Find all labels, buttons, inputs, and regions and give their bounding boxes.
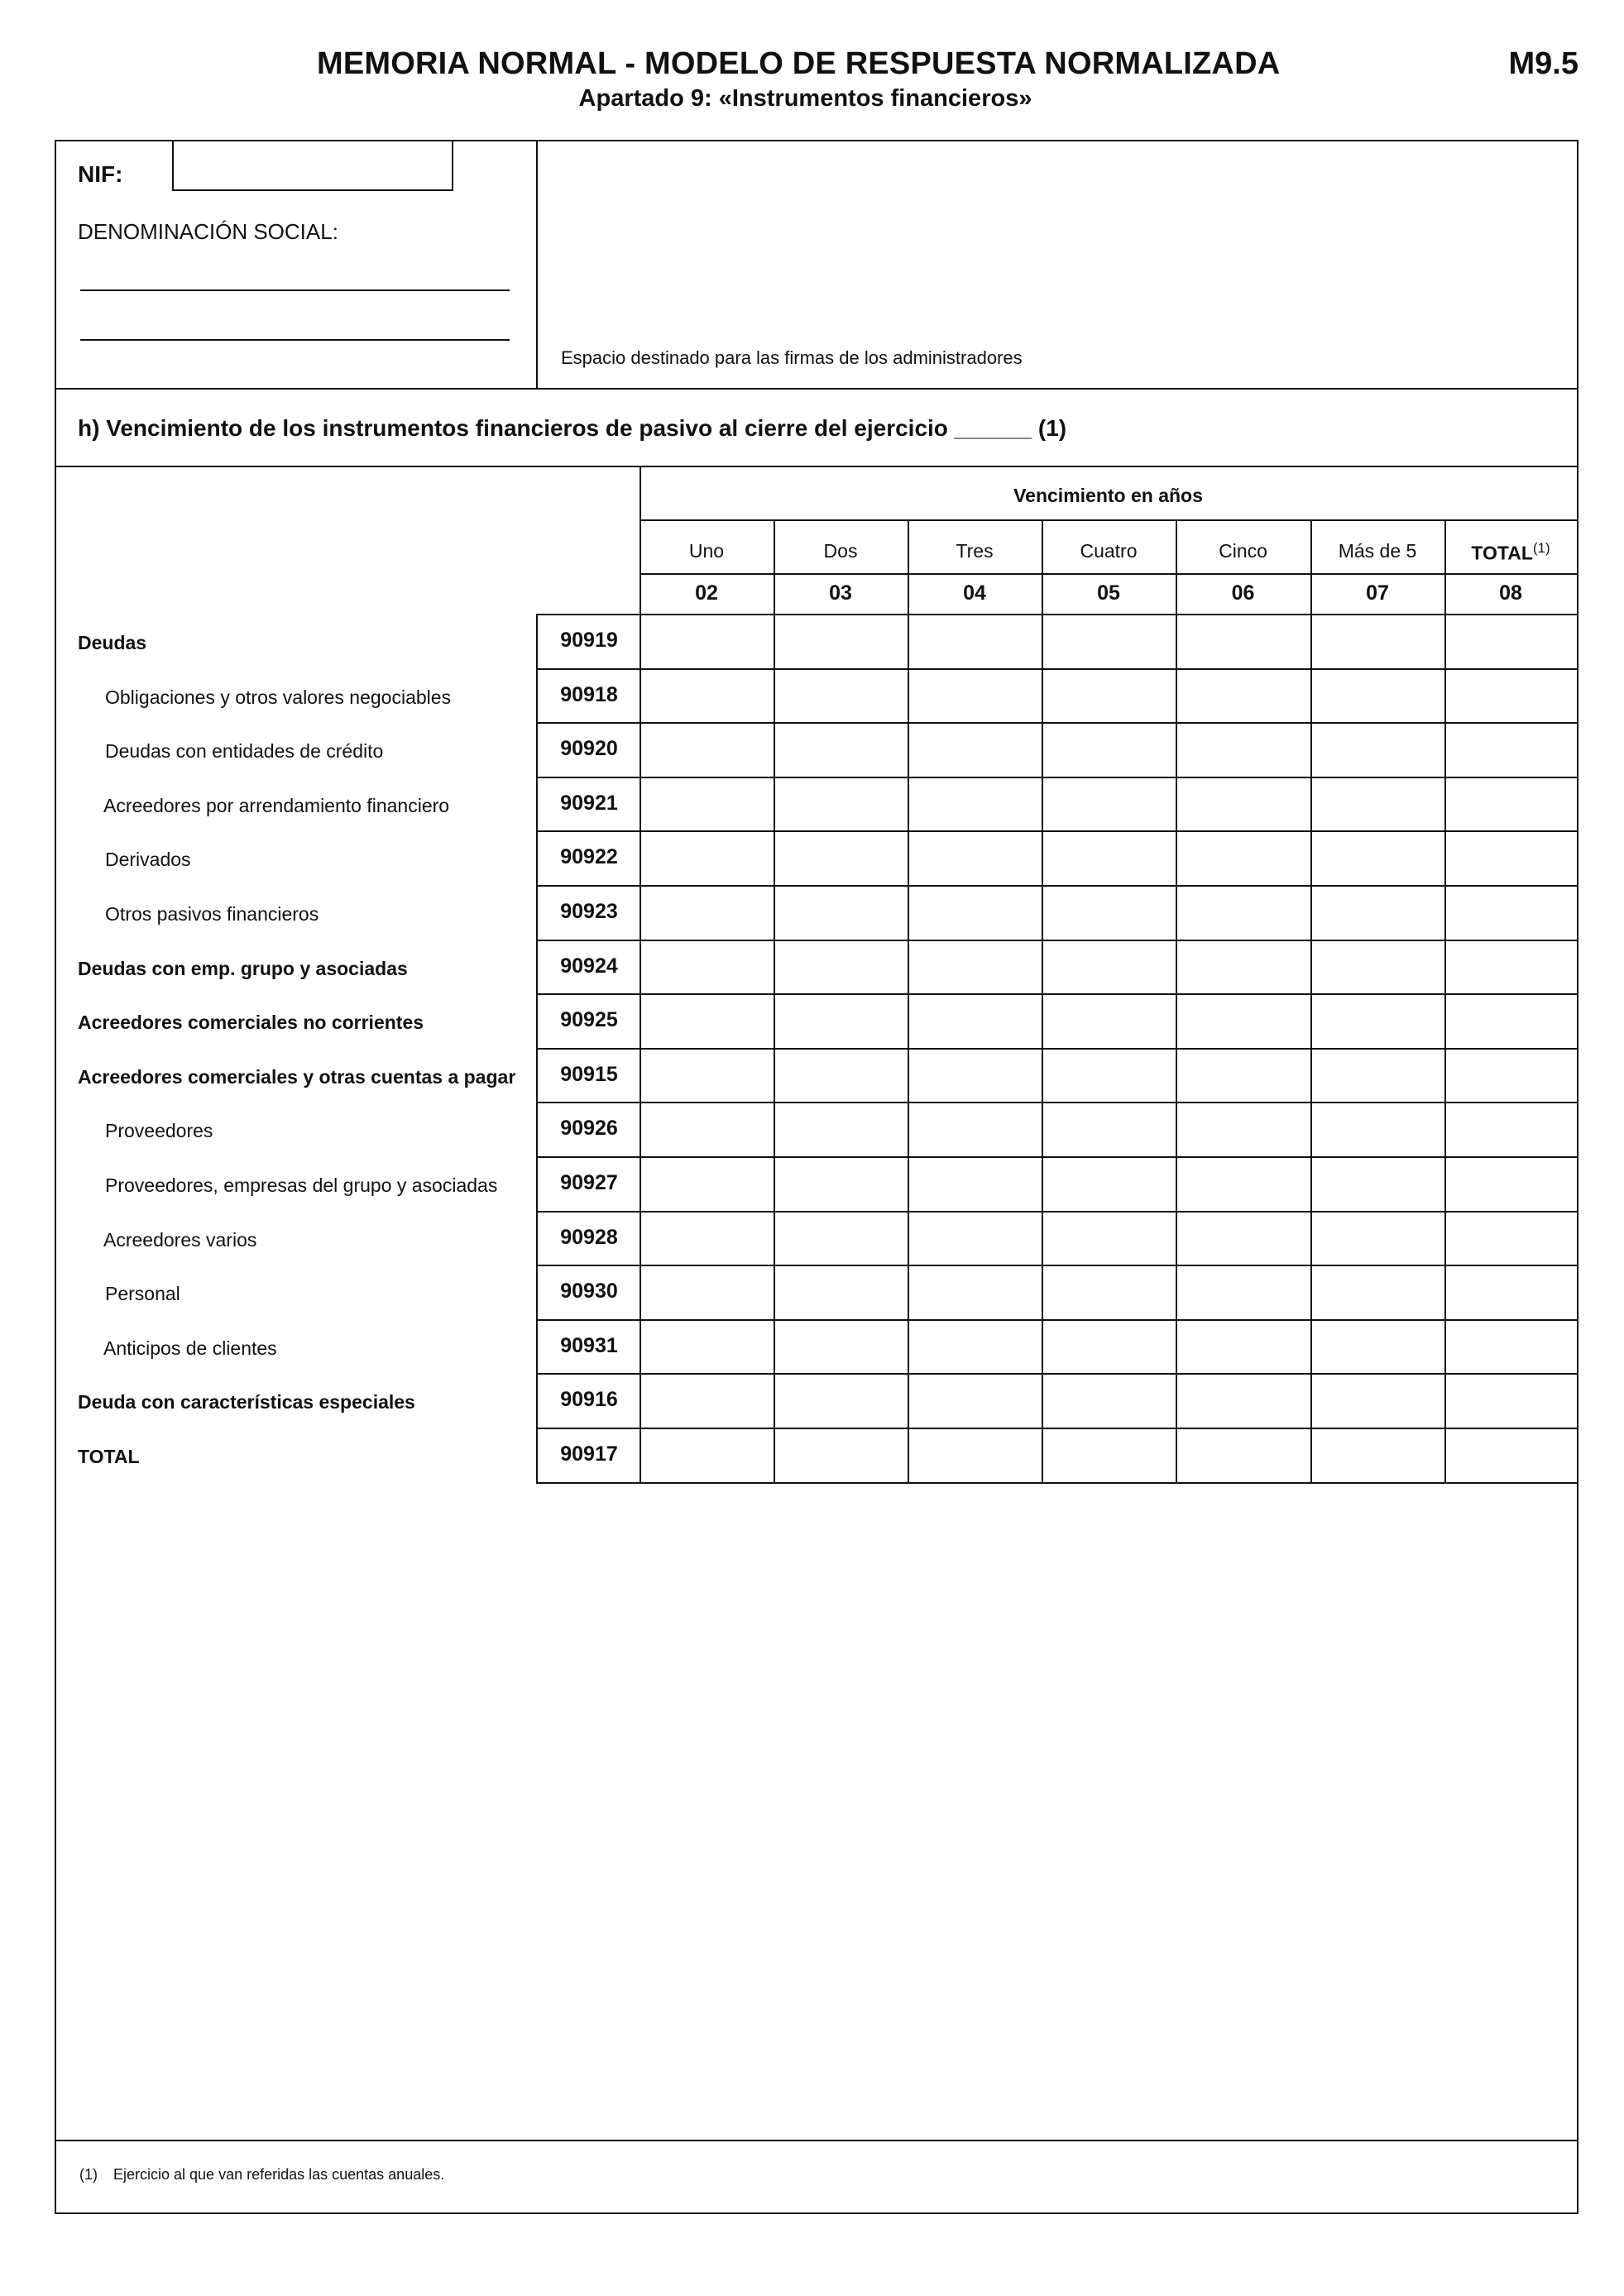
table-input-cell[interactable] xyxy=(1446,1158,1575,1209)
table-input-cell[interactable] xyxy=(641,832,772,883)
table-row-label: Deuda con características especiales xyxy=(78,1391,415,1413)
table-input-cell[interactable] xyxy=(1312,1429,1443,1480)
table-input-cell[interactable] xyxy=(1312,1213,1443,1264)
table-row-label: Acreedores por arrendamiento financiero xyxy=(103,794,450,816)
column-code-1: 02 xyxy=(695,581,718,605)
table-input-cell[interactable] xyxy=(909,1103,1040,1155)
table-row-code: 90928 xyxy=(560,1225,618,1249)
table-input-cell[interactable] xyxy=(1043,1050,1174,1101)
table-input-cell[interactable] xyxy=(1177,1375,1309,1426)
table-row-code: 90920 xyxy=(560,737,618,761)
table-input-cell[interactable] xyxy=(1446,615,1575,667)
table-input-cell[interactable] xyxy=(1043,941,1174,993)
column-code-3: 04 xyxy=(963,581,986,605)
table-input-cell[interactable] xyxy=(775,1050,906,1101)
column-code-7: 08 xyxy=(1499,581,1522,605)
table-row-label: TOTAL xyxy=(78,1446,140,1467)
table-input-cell[interactable] xyxy=(1312,1103,1443,1155)
section-title: h) Vencimiento de los instrumentos financieros de pasivo al cierre del ejercicio ______ (1) xyxy=(78,415,1067,441)
table-row-label: Acreedores comerciales y otras cuentas a pagar xyxy=(78,1065,516,1088)
column-header-6 xyxy=(1310,540,1444,565)
table-input-cell[interactable] xyxy=(1312,778,1443,830)
table-input-cell[interactable] xyxy=(641,724,772,775)
table-input-cell[interactable] xyxy=(1312,1050,1443,1101)
table-input-cell[interactable] xyxy=(775,1266,906,1318)
table-input-cell[interactable] xyxy=(909,1213,1040,1264)
table-input-cell[interactable] xyxy=(1177,1213,1309,1264)
table-input-cell[interactable] xyxy=(1043,670,1174,721)
table-input-cell[interactable] xyxy=(1312,887,1443,938)
table-input-cell[interactable] xyxy=(1446,1321,1575,1372)
table-input-cell[interactable] xyxy=(1446,670,1575,721)
table-input-cell[interactable] xyxy=(1446,1429,1575,1480)
table-row-code: 90923 xyxy=(560,900,618,923)
table-row-label: Otros pasivos financieros xyxy=(105,903,319,925)
table-input-cell[interactable] xyxy=(1446,832,1575,883)
table-input-cell[interactable] xyxy=(909,832,1040,883)
table-input-cell[interactable] xyxy=(1446,995,1575,1046)
table-input-cell[interactable] xyxy=(909,1375,1040,1426)
table-input-cell[interactable] xyxy=(1043,778,1174,830)
column-header-1 xyxy=(640,540,774,565)
footnote-number: (1) xyxy=(79,2166,98,2183)
table-row-label: Acreedores comerciales no corrientes xyxy=(78,1012,424,1034)
table-input-cell[interactable] xyxy=(1446,778,1575,830)
column-header-label: Cuatro xyxy=(1080,540,1138,562)
column-header-3 xyxy=(908,540,1042,565)
table-input-cell[interactable] xyxy=(641,1050,772,1101)
maturity-group-header: Vencimiento en años xyxy=(1013,485,1203,506)
table-row-label: Deudas con emp. grupo y asociadas xyxy=(78,957,408,979)
nif-field[interactable] xyxy=(172,140,453,191)
table-input-cell[interactable] xyxy=(1177,1103,1309,1155)
table-input-cell[interactable] xyxy=(775,832,906,883)
column-header-7 xyxy=(1444,540,1577,565)
column-header-2 xyxy=(774,540,908,565)
page-title: MEMORIA NORMAL - MODELO DE RESPUESTA NORMALIZADA xyxy=(317,46,1281,81)
table-input-cell[interactable] xyxy=(641,778,772,830)
table-input-cell[interactable] xyxy=(1043,1429,1174,1480)
table-input-cell[interactable] xyxy=(1043,1103,1174,1155)
signature-space-label: Espacio destinado para las firmas de los administradores xyxy=(561,347,1023,368)
table-input-cell[interactable] xyxy=(1043,1213,1174,1264)
table-row-code: 90919 xyxy=(560,629,618,652)
table-input-cell[interactable] xyxy=(1177,941,1309,993)
table-row-code: 90917 xyxy=(560,1442,618,1466)
table-input-cell[interactable] xyxy=(775,1103,906,1155)
table-input-cell[interactable] xyxy=(909,724,1040,775)
table-input-cell[interactable] xyxy=(1312,832,1443,883)
footnote xyxy=(79,2166,444,2184)
table-input-cell[interactable] xyxy=(1446,887,1575,938)
table-input-cell[interactable] xyxy=(1312,670,1443,721)
table-input-cell[interactable] xyxy=(1177,1266,1309,1318)
column-header-4 xyxy=(1042,540,1176,565)
table-input-cell[interactable] xyxy=(775,1321,906,1372)
table-input-cell[interactable] xyxy=(1446,1103,1575,1155)
table-input-cell[interactable] xyxy=(1177,724,1309,775)
table-row-label: Proveedores, empresas del grupo y asociadas xyxy=(105,1174,498,1196)
column-header-label: TOTAL xyxy=(1471,542,1533,564)
table-input-cell[interactable] xyxy=(909,1050,1040,1101)
column-header-5 xyxy=(1176,540,1310,565)
table-input-cell[interactable] xyxy=(775,1429,906,1480)
table-row-code: 90926 xyxy=(560,1117,618,1141)
table-row-label: Acreedores varios xyxy=(103,1228,257,1251)
table-input-cell[interactable] xyxy=(1043,1266,1174,1318)
table-input-cell[interactable] xyxy=(1043,995,1174,1046)
column-header-label: Tres xyxy=(956,540,994,562)
table-input-cell[interactable] xyxy=(775,1158,906,1209)
table-row-code: 90921 xyxy=(560,791,618,815)
identification-divider xyxy=(536,140,538,389)
table-row-code: 90931 xyxy=(560,1333,618,1357)
column-code-2: 03 xyxy=(829,581,852,605)
denominacion-line-1[interactable] xyxy=(80,289,510,291)
table-input-cell[interactable] xyxy=(1312,941,1443,993)
model-code: M9.5 xyxy=(1508,46,1578,81)
table-input-cell[interactable] xyxy=(909,1429,1040,1480)
table-row-label: Deudas con entidades de crédito xyxy=(105,740,384,763)
footnote-divider xyxy=(55,2140,1578,2141)
table-input-cell[interactable] xyxy=(775,995,906,1046)
table-input-cell[interactable] xyxy=(775,724,906,775)
table-input-cell[interactable] xyxy=(909,1321,1040,1372)
table-input-cell[interactable] xyxy=(1177,1158,1309,1209)
nif-label: NIF: xyxy=(78,161,123,187)
table-input-cell[interactable] xyxy=(775,670,906,721)
table-input-cell[interactable] xyxy=(775,941,906,993)
table-input-cell[interactable] xyxy=(641,1266,772,1318)
table-input-cell[interactable] xyxy=(1177,1429,1309,1480)
table-input-cell[interactable] xyxy=(1312,1321,1443,1372)
table-input-cell[interactable] xyxy=(775,1375,906,1426)
table-input-cell[interactable] xyxy=(641,1429,772,1480)
table-row-code: 90927 xyxy=(560,1171,618,1194)
table-input-cell[interactable] xyxy=(1177,1050,1309,1101)
table-input-cell[interactable] xyxy=(1177,615,1309,667)
table-input-cell[interactable] xyxy=(909,670,1040,721)
table-input-cell[interactable] xyxy=(1446,1375,1575,1426)
table-input-cell[interactable] xyxy=(641,887,772,938)
table-input-cell[interactable] xyxy=(641,941,772,993)
table-input-cell[interactable] xyxy=(641,670,772,721)
table-input-cell[interactable] xyxy=(775,887,906,938)
table-input-cell[interactable] xyxy=(1446,1050,1575,1101)
denominacion-label: DENOMINACIÓN SOCIAL: xyxy=(78,219,338,244)
table-input-cell[interactable] xyxy=(909,778,1040,830)
column-header-label: Cinco xyxy=(1219,540,1267,562)
table-input-cell[interactable] xyxy=(1312,995,1443,1046)
table-input-cell[interactable] xyxy=(1312,615,1443,667)
table-input-cell[interactable] xyxy=(909,941,1040,993)
table-input-cell[interactable] xyxy=(1446,1266,1575,1318)
column-code-4: 05 xyxy=(1097,581,1120,605)
table-input-cell[interactable] xyxy=(909,615,1040,667)
header-line-2 xyxy=(640,573,1577,575)
table-input-cell[interactable] xyxy=(909,995,1040,1046)
section-divider-top xyxy=(55,388,1578,390)
table-input-cell[interactable] xyxy=(1177,995,1309,1046)
column-header-label: Dos xyxy=(823,540,858,562)
table-row-label: Proveedores xyxy=(105,1120,213,1142)
column-header-label: Uno xyxy=(688,540,725,562)
table-row-code: 90924 xyxy=(560,954,618,978)
footnote-text: Ejercicio al que van referidas las cuentas anuales. xyxy=(113,2166,445,2183)
table-input-cell[interactable] xyxy=(641,615,772,667)
table-input-cell[interactable] xyxy=(641,1103,772,1155)
table-input-cell[interactable] xyxy=(1177,670,1309,721)
table-row-code: 90930 xyxy=(560,1280,618,1303)
denominacion-line-2[interactable] xyxy=(80,339,510,341)
table-input-cell[interactable] xyxy=(1446,724,1575,775)
table-input-cell[interactable] xyxy=(1177,1321,1309,1372)
table-input-cell[interactable] xyxy=(909,1266,1040,1318)
table-row-label: Personal xyxy=(105,1283,180,1305)
table-input-cell[interactable] xyxy=(1177,832,1309,883)
header-line-1 xyxy=(640,519,1577,521)
table-input-cell[interactable] xyxy=(1043,1321,1174,1372)
table-input-cell[interactable] xyxy=(1043,724,1174,775)
table-row-label: Deudas xyxy=(78,632,147,653)
table-input-cell[interactable] xyxy=(641,1321,772,1372)
table-row-label: Derivados xyxy=(105,849,191,871)
table-input-cell[interactable] xyxy=(1043,1375,1174,1426)
table-input-cell[interactable] xyxy=(641,995,772,1046)
table-input-cell[interactable] xyxy=(1312,1266,1443,1318)
table-input-cell[interactable] xyxy=(1446,1213,1575,1264)
column-code-6: 07 xyxy=(1366,581,1389,605)
table-row-code: 90918 xyxy=(560,682,618,706)
table-input-cell[interactable] xyxy=(775,778,906,830)
table-input-cell[interactable] xyxy=(909,1158,1040,1209)
table-input-cell[interactable] xyxy=(1312,1158,1443,1209)
table-input-cell[interactable] xyxy=(1043,832,1174,883)
table-row-code: 90915 xyxy=(560,1062,618,1086)
column-header-footnote-ref: (1) xyxy=(1532,540,1550,556)
table-row-code: 90925 xyxy=(560,1008,618,1032)
table-input-cell[interactable] xyxy=(1312,724,1443,775)
table-row-code: 90922 xyxy=(560,845,618,869)
table-input-cell[interactable] xyxy=(909,887,1040,938)
page-subtitle: Apartado 9: «Instrumentos financieros» xyxy=(578,85,1032,112)
table-input-cell[interactable] xyxy=(1312,1375,1443,1426)
table-row-line xyxy=(536,1482,1578,1484)
table-row-label: Anticipos de clientes xyxy=(103,1337,277,1359)
table-row-label: Obligaciones y otros valores negociables xyxy=(105,686,452,708)
column-header-label: Más de 5 xyxy=(1338,540,1417,562)
table-input-cell[interactable] xyxy=(1043,887,1174,938)
table-input-cell[interactable] xyxy=(1446,941,1575,993)
table-input-cell[interactable] xyxy=(1177,778,1309,830)
table-input-cell[interactable] xyxy=(775,615,906,667)
table-input-cell[interactable] xyxy=(641,1375,772,1426)
table-input-cell[interactable] xyxy=(1043,1158,1174,1209)
table-input-cell[interactable] xyxy=(1043,615,1174,667)
table-input-cell[interactable] xyxy=(641,1213,772,1264)
table-row-code: 90916 xyxy=(560,1388,618,1412)
table-input-cell[interactable] xyxy=(641,1158,772,1209)
column-code-5: 06 xyxy=(1231,581,1255,605)
section-divider-bottom xyxy=(55,466,1578,467)
table-input-cell[interactable] xyxy=(1177,887,1309,938)
table-input-cell[interactable] xyxy=(775,1213,906,1264)
